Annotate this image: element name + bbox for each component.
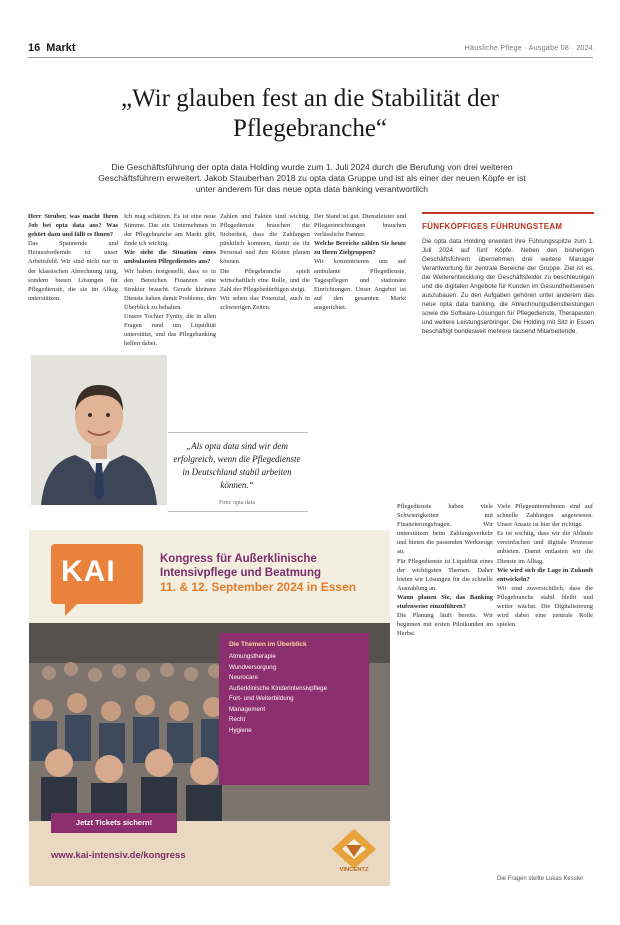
paragraph: Ich mag schätzen. Es ist eine neue Stimme. Das ein Unternehmen in der Pflegebranche am Markt gibt, finde ich wichtig. [124,213,216,248]
topic-item: Hygiene [229,726,252,734]
article-column-3 [220,212,310,312]
topics-title: Die Themen im Überblick [229,641,307,648]
photo-credit: Foto: opta data [219,500,255,506]
article-column-1 [28,212,118,303]
ad-title: Kongress für Außerklinische Intensivpflege und Beatmung [160,553,322,579]
paragraph: Pflegedienste haben viele Schwierigkeiten mit Finanzierungsfragen. Wir unterstützen beim Zahlungsverkehr und bieten die passenden Werkzeuge an. [397,503,493,556]
sponsor-name: VINCENTZ [339,867,369,873]
article-lead: Die Geschäftsführung der opta data Holding wurde zum 1. Juli 2024 durch die Berufung von drei weiteren Geschäftsführern erweitert. Jakob Stauberhan 2018 zu opta data Gruppe und ist als einer der neuen Köpfe er ist unter anderem für das neue opta data banking verantwortlich [98,162,526,194]
section-title: Markt [46,42,76,54]
page-number: 16 [28,42,41,54]
paragraph: Der Stand ist gut. Dienstleister und Pflegeeinrichtungen brauchen verlässliche Partner. [314,213,406,239]
tickets-button[interactable]: Jetzt Tickets sichern! [51,813,177,833]
paragraph: Wie sieht die Situation eines ambulanten Pflegedienstes aus? [124,249,216,266]
topic-item: Management [229,705,266,713]
article-column-5 [397,502,493,638]
paragraph: Wir haben festgestellt, dass es in den Bereichen Finanzen eine Struktur braucht. Gerade kleinere Dienste haben damit Probleme, den Überblick zu behalten. [124,267,216,311]
paragraph: Die Pflegebranche spielt wirtschaftlich eine Rolle, und die Zahl der Pflegebedürftigen steigt. [220,267,310,293]
paragraph: Herr Struber, was macht Ihren Job bei opta data aus? Was gehört dazu und fällt es Ihnen? [28,213,118,239]
paragraph: Wir sehen das Potenzial, auch in schwierigen Zeiten. [220,294,310,311]
issue-info: Häusliche Pflege · Ausgabe 08 · 2024 [464,44,593,52]
paragraph: Das Spannende und Herausfordernde ist unser Arbeitsfeld. Wir sind nicht nur in der klassischen Abrechnung tätig, sondern bieten Lösungen für Pflegedienste, die sie im Alltag unterstützen. [28,240,118,302]
ad-date: 11. & 12. September 2024 in Essen [160,580,357,594]
portrait-photo [31,355,167,505]
topic-item: Außerklinische Kinderintensivpflege [229,684,328,692]
paragraph: Wie wird sich die Lage in Zukunft entwickeln? [497,566,593,583]
paragraph: Wir sind zuversichtlich, dass die Pflegebranche stabil bleibt und weiter wächst. Die Digitalisierung wird dabei eine zentrale Rolle spielen. [497,584,593,629]
portrait-illustration [31,355,167,505]
article-column-4 [314,212,406,312]
interview-credit: Die Fragen stellte Lukas Kessler [497,876,584,882]
article-headline: „Wir glauben fest an die Stabilität der Pflegebranche“ [120,85,500,142]
paragraph: Wir konzentrieren uns auf ambulante Pflegedienste, Tagespflegen und stationäre Einrichtungen. Unser Angebot ist auf den gesamten Markt ausgerichtet. [314,258,406,311]
pull-quote: „Als opta data sind wir dem erfolgreich, wenn die Pflegedienste in Deutschland stabil arbeiten können.“ [173,441,301,490]
topics-box [219,633,369,785]
article-column-6 [497,502,593,629]
article-column-2 [124,212,216,348]
info-box [422,212,594,440]
ad-url-link[interactable]: www.kai-intensiv.de/kongress [51,850,186,861]
header-rule [28,57,593,58]
paragraph: Unsere Tochter Fynity, die in allen Fragen rund um Liquidität unterstützt, und das Pflegebanking helfen dabei. [124,313,216,348]
advertisement[interactable] [29,530,390,886]
topic-item: Recht [229,716,246,723]
paragraph: Es ist wichtig, dass wir die Abläufe vereinfachen und digitale Prozesse anbieten. Damit entlasten wir die Dienste im Alltag. [497,530,593,565]
paragraph: Viele Pflegeunternehmen sind auf schnelle Zahlungen angewiesen. Unser Ansatz ist hier der richtige. [497,503,593,529]
topic-item: Atmungstherapie [229,653,276,660]
kai-logo-text: KAI [61,555,116,588]
info-box-title: FÜNFKÖPFIGES FÜHRUNGSTEAM [422,222,563,231]
paragraph: Für Pflegedienste ist Liquidität eines der wichtigsten Themen. Daher bieten wir Lösungen für die schnelle Auszahlung an. [397,557,493,592]
paragraph: Die Planung läuft bereits. Wir beginnen mit ersten Pilotkunden im Herbst. [397,612,493,638]
paragraph: Welche Bereiche zählen Sie heute zu Ihren Zielgruppen? [314,240,406,257]
topic-item: Wundversorgung [229,663,277,671]
topic-item: Neurocare [229,674,258,681]
paragraph: Wann planen Sie, das Banking stufenweise einzuführen? [397,593,493,611]
paragraph: Zahlen und Fakten sind wichtig. Pflegedienste brauchen die Sicherheit, dass die Zahlungen pünktlich kommen, damit sie ihr Personal und ihre Kosten planen können. [220,213,310,266]
page-header [28,40,593,56]
info-box-body: Die opta data Holding erweitert ihre Führungsspitze zum 1. Juli 2024 auf fünf Köpfe. Neben den bisherigen Geschäftsführern übernehmen drei weitere Manager Verantwortung für zentrale Bereiche der Gruppe. Ziel ist es, die Weiterentwicklung der Geschäftsfelder zu beschleunigen und die digitalen Angebote für Kunden im Gesundheitswesen auszubauen. Zu den Aufgaben gehören unter anderem das neue opta data banking, die Abrechnungsdienstleistungen sowie die Software-Lösungen für Pflegedienste, Therapeuten und weitere Leistungserbringer. Die Holding mit Sitz in Essen beschäftigt bundesweit mehrere tausend Mitarbeitende. [422,238,594,335]
topic-item: Fort- und Weiterbildung [229,695,294,702]
